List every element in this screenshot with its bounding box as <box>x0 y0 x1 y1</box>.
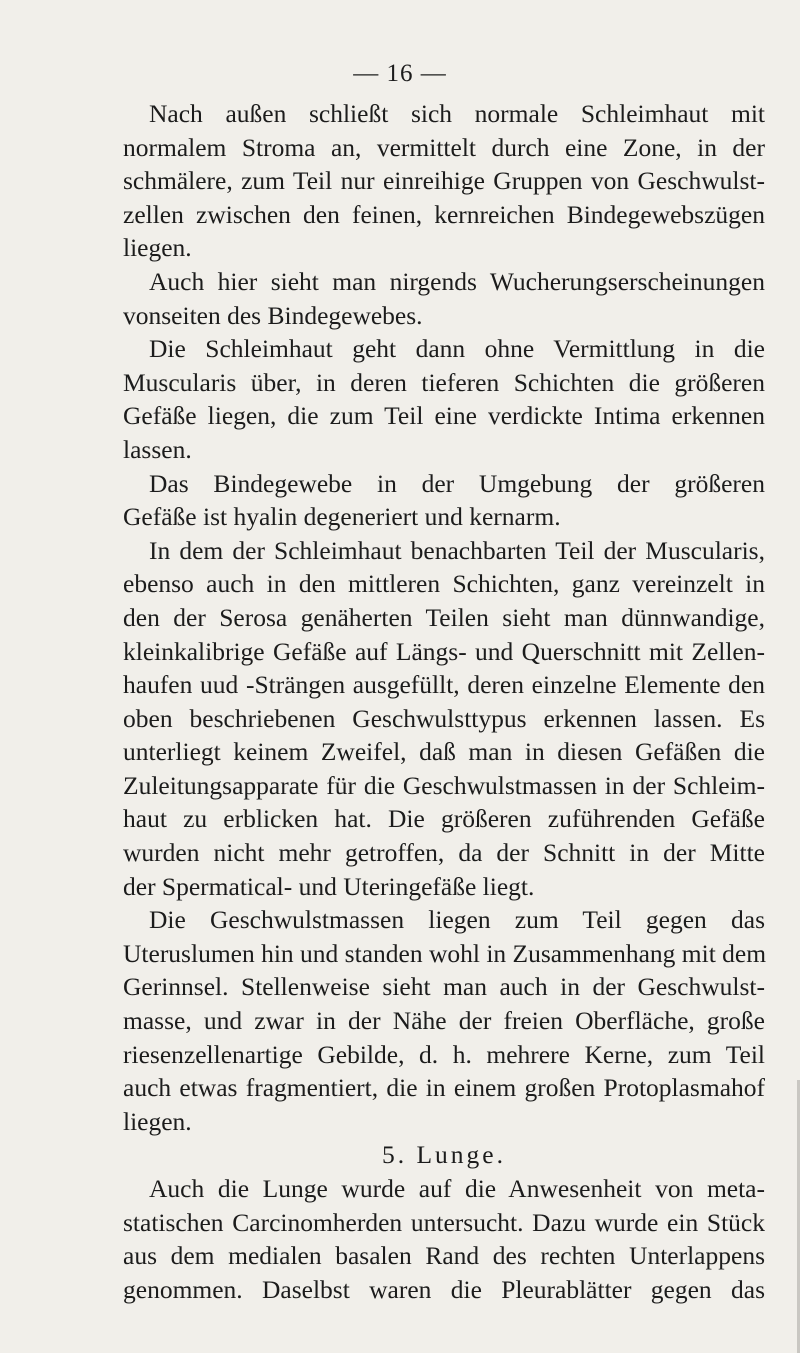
text-line: auch etwas fragmentiert, die in einem großen Protoplasmahof <box>123 1073 765 1103</box>
text-line: genommen. Daselbst waren die Pleurablätter gegen das <box>123 1274 765 1304</box>
text-line: oben beschriebenen Geschwulsttypus erkennen lassen. Es <box>123 703 765 733</box>
text-line: schmälere, zum Teil nur einreihige Gruppen von Geschwulst- <box>123 166 765 196</box>
section-heading: 5. Lunge. <box>381 1140 507 1170</box>
text-line: In dem der Schleimhaut benachbarten Teil der Muscularis, <box>149 535 765 565</box>
text-line: den der Serosa genäherten Teilen sieht man dünnwandige, <box>123 602 765 632</box>
text-line: Das Bindegewebe in der Umgebung der größeren <box>149 468 765 498</box>
text-line: Nach außen schließt sich normale Schleimhaut mit <box>149 99 765 128</box>
text-line: Muscularis über, in deren tieferen Schichten die größeren <box>123 367 765 397</box>
text-line: Auch die Lunge wurde auf die Anwesenheit von meta- <box>149 1174 765 1203</box>
text-line: der Spermatical- und Uteringefäße liegt. <box>123 871 535 901</box>
page-number: — 16 — <box>353 60 447 87</box>
text-line: unterliegt keinem Zweifel, daß man in diesen Gefäßen die <box>123 737 765 767</box>
text-line: haut zu erblicken hat. Die größeren zuführenden Gefäße <box>123 804 765 834</box>
text-line: Die Schleimhaut geht dann ohne Vermittlung in die <box>149 334 765 364</box>
text-line: Die Geschwulstmassen liegen zum Teil gegen das <box>149 905 765 935</box>
text-line: masse, und zwar in der Nähe der freien Oberfläche, große <box>123 1006 765 1036</box>
text-line: statischen Carcinomherden untersucht. Dazu wurde ein Stück <box>123 1207 765 1237</box>
text-line: normalem Stroma an, vermittelt durch eine Zone, in der <box>123 132 765 162</box>
text-line: lassen. <box>123 434 192 464</box>
text-line: Auch hier sieht man nirgends Wucherungserscheinungen <box>149 266 765 296</box>
body-text <box>123 97 765 1306</box>
text-line: Gerinnsel. Stellenweise sieht man auch in der Geschwulst- <box>123 972 765 1002</box>
text-line: kleinkalibrige Gefäße auf Längs- und Querschnitt mit Zellen- <box>123 636 765 666</box>
text-line: ebenso auch in den mittleren Schichten, ganz vereinzelt in <box>123 569 765 599</box>
text-line: wurden nicht mehr getroffen, da der Schnitt in der Mitte <box>123 838 765 868</box>
text-line: vonseiten des Bindegewebes. <box>123 300 423 330</box>
text-line: riesenzellenartige Gebilde, d. h. mehrere Kerne, zum Teil <box>123 1039 765 1069</box>
text-line: Zuleitungsapparate für die Geschwulstmassen in der Schleim- <box>123 770 765 800</box>
text-line: Uteruslumen hin und standen wohl in Zusammenhang mit dem <box>123 938 767 968</box>
text-line: liegen. <box>123 233 192 263</box>
text-line: Gefäße ist hyalin degeneriert und kernarm. <box>123 502 561 532</box>
text-line: zellen zwischen den feinen, kernreichen Bindegewebszügen <box>123 199 765 229</box>
text-line: liegen. <box>123 1106 192 1136</box>
text-line: Gefäße liegen, die zum Teil eine verdickte Intima erkennen <box>123 401 765 431</box>
text-line: haufen uud -Strängen ausgefüllt, deren einzelne Elemente den <box>123 670 765 700</box>
text-line: aus dem medialen basalen Rand des rechten Unterlappens <box>123 1241 765 1271</box>
